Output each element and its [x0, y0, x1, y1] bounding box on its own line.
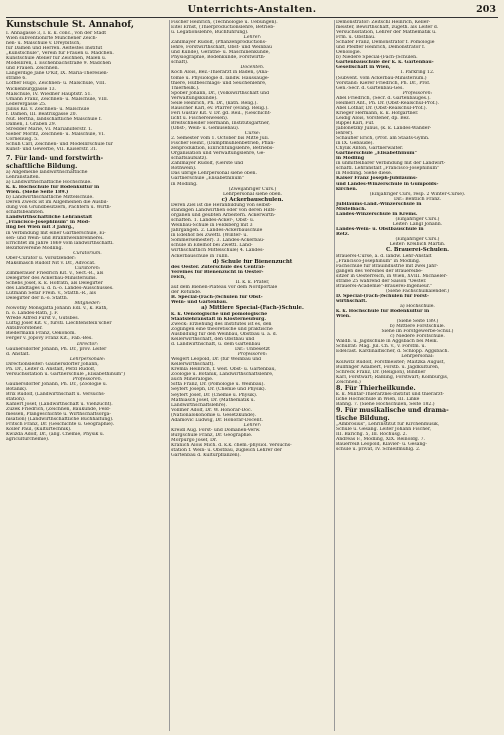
text-line: Ph. Dr., Leiter d. Anstalt, Perzl Rudolf, — [6, 366, 96, 372]
text-line: Wickenburggasse 13. — [6, 86, 57, 92]
text-line: Kwizda Adolf, Dr., (allg. Chemie, Physik u. — [6, 432, 105, 438]
text-line: Rippel Karl, Fuf. — [336, 120, 375, 126]
role-heading: Professoren. — [72, 376, 103, 382]
text-line: Kreidl Aug. Forst- und Domänen-Verw. — [171, 427, 261, 433]
section-heading: 9. Für musikalische und drama- — [336, 407, 449, 415]
entry-title: „Francisco-Josephinum" in Möd- — [6, 220, 90, 226]
text-line: nisation) (Landwirthschaftliche Buchhaltung). — [6, 417, 114, 423]
centered-line: b) Mittlere Forstschule. — [389, 324, 446, 330]
text-line: tomie u. Physiologie d. landw. Haussäuge- — [171, 75, 270, 81]
page-header — [0, 4, 504, 16]
text-line: Modelliren, I. Eschenbachstraße 9. Mädchen — [6, 61, 112, 67]
text-line: Seile Heinrich, Ph. Dr., (kath. Relig.). — [171, 100, 258, 106]
text-line: (Obst-, Wein- u. Gemüsebau). — [171, 125, 240, 131]
text-line: Vollmer Adolf, Dr. W. Honorar-Doc. — [171, 407, 253, 413]
text-line: Waldb. u. Jagdschule in Aggsbach bei Melk. — [336, 339, 439, 345]
text-line: Schäfer Franz, Demonstrator f. Pomologie — [336, 40, 435, 46]
text-line: Gaunersdorfer Johann, Ph. Dr., (Zoologie u. — [6, 381, 108, 387]
column-2 — [171, 20, 334, 731]
text-line: Seyfert Joseph, Dr. (Chemie und Physik). — [171, 387, 266, 393]
text-line: Heimerl Ant., Ph. Dr. (Obst-Realschul-Prof.). — [336, 100, 439, 106]
text-line: Kunst- und Gewerbe, VII. Kaiserstr. 31. — [6, 147, 98, 153]
text-line: station f. Wein- u. Obstbau, zugleich Lehrer der — [171, 448, 282, 454]
text-line: Sieber Moritz, Zeichnen- u. Malschule, VI. — [6, 131, 105, 137]
text-line: Zeichnen.) — [336, 379, 361, 385]
text-line: Zweck: Erziehung des Institutes ist es, den — [171, 321, 272, 327]
text-line: Chylik Anton, Gärtnerwalter. — [336, 146, 404, 152]
text-line: Zahlmayer Rudolf, (Pflanzenproductions- — [171, 40, 267, 46]
text-line: Adamovic Ludwig, Dr. Honorar-Docent. — [171, 417, 263, 423]
text-line: Damen, I. Graben 29. — [6, 121, 57, 127]
text-line: sen- und Wein- und Branntweinbrennerei. — [6, 235, 104, 241]
role-heading: Mitglieder: — [74, 301, 101, 307]
sub-heading: a) Mittlere Special-(Fach-)Schule. — [201, 305, 304, 312]
text-line: Demonstrator: Zeitschl Heinrich, Keller- — [336, 20, 431, 25]
text-line: Breitschneider Hermann, Institutsgärtner, — [171, 120, 270, 126]
text-line: k. k. Militär-Thierarznei-Institut und thierärzt- — [336, 392, 444, 398]
text-line: Zoologie u. Botanik, Landwirthschaftslehre, — [171, 372, 274, 378]
text-line: Errichtet im Jahre 1869 vom landwirthschaftl. — [6, 240, 114, 246]
text-line: Eitel Ernst, (Thierproductionslehre, Betrieb- — [171, 25, 275, 31]
text-line: Luftig Josef Kit. v., fürstl. Liechtenstein'scher — [6, 321, 112, 327]
centered-line: Lehrpersonal siehe oben. — [222, 191, 283, 197]
centered-line: (Siehe Fachschulkalender.) — [386, 288, 449, 294]
text-line: Schebs Josef, k. k. Hofrath, als Delegirter — [6, 280, 103, 286]
text-line: Kremla Heinrich, f. weit. Obst- u. Gartenbau, — [171, 367, 277, 373]
text-line: gängen des Vereines der Brauereibe- — [336, 268, 423, 274]
text-line: Directionsleiter: Gaunersdorfer Johann, — [6, 361, 99, 367]
text-line: Ober-Curator u. Vorsitzender: — [6, 255, 76, 261]
text-line: meister, Bewirthschaft, zugeth. als Leiter d. — [336, 25, 439, 31]
role-heading: Curatoren: — [74, 265, 101, 271]
entry-title: D. Special-(Fach-)Schulen für Forst- — [336, 293, 429, 299]
text-line: Corneliusg. 5. — [6, 136, 39, 142]
entry-title: k. k. Oenologische und pomologische — [171, 311, 268, 317]
text-line: Delegirter der n.-ö. Statth. — [6, 296, 69, 302]
text-line: Löffler Hugo, Zeichnen- u. Malschule, VIII. — [6, 81, 107, 87]
text-line: Sitta Franz, Dr. (Pomologie u. Weinbau). — [171, 382, 265, 388]
text-line: Frm. u. Obstbau. — [336, 35, 376, 41]
text-line: Verwaltungskunde). — [171, 95, 218, 101]
entry-title: kirchen. — [336, 186, 358, 192]
text-line: dung von Grundbesitzern, Pächtern u. Wirth- — [6, 205, 112, 211]
centered-line: (Siehe Seite 189.) — [396, 319, 439, 325]
text-line: Gen.-Secr. d. Gartenbau-Ges. — [336, 85, 404, 91]
role-heading: Lehrpersonale: — [69, 356, 106, 362]
text-line: a) Allgemeine landwirthschaftliche — [6, 169, 88, 175]
entry-title: Landwirthschaftliche Lehranstalt — [6, 215, 93, 221]
text-line: Feri Gustav Kit. v. Dr. gd. Reil., (Geschicht- — [171, 110, 272, 116]
centered-line: Lehrpersonal: — [401, 354, 434, 360]
role-heading: Professoren: — [402, 90, 433, 96]
text-line: Brauerei-Academie"-Brauerei-Ingenieur." — [336, 283, 433, 289]
text-line: lehrer). — [336, 131, 354, 137]
text-line: Ferger v. Jopovy Franz Kit., Fab.-Bes. — [6, 336, 93, 342]
text-line: Seyfert Josef, Dr. (Chemie u. Physik). — [171, 392, 258, 398]
text-line: Langerdige Jane O'Kif, IX. Maria-Theresien- — [6, 71, 109, 77]
text-line: Lehranstalten. — [6, 174, 41, 180]
sub-heading: c) Ackerbauschulen. — [221, 196, 284, 203]
entry-title: Gartenbauschule der k. k. Gartenbau- — [336, 60, 434, 66]
role-heading: Curse: — [244, 131, 261, 137]
text-line: agriculturchemie). — [6, 437, 50, 443]
role-heading: Director: — [77, 341, 98, 347]
entry-title: und Landes-Winzerschule in Gumpolds- — [336, 181, 439, 187]
text-line: ständigen Landwirthen oder von deren Hilfs- — [171, 208, 277, 214]
text-line: Julius Kil. v. Zeichnen- u. Malschule — [6, 106, 90, 112]
entry-title: Wien. (Siehe Seite 189.) — [6, 190, 69, 196]
entry-title: Wein- und Gartenbau. — [171, 300, 228, 306]
text-line: Spöber Johann, Dr., (Volkswirthschaft und — [171, 90, 270, 96]
text-line: Bauerreiß Leopold, Klavier- u. Gesang- — [336, 442, 427, 448]
text-line: Abel Friedrich, (Secr. d. Gartenbauges.). — [336, 95, 431, 101]
role-heading: Curatorium. — [73, 250, 102, 256]
running-title: Unterrichts-Anstalten. — [187, 4, 317, 15]
centered-line: Dir.: Bentlich Franz. — [393, 196, 442, 202]
text-line: I. Annagasse 3, I. k. k. conc., von der Stadt — [6, 31, 107, 36]
text-line: Wien subventionirte Münchener Zeich- — [6, 36, 98, 42]
text-line: Schreck Franz, Dr. (Religion), Bindner — [336, 369, 426, 375]
entry-title: ling bei Wien mit 3 Jahrg., — [6, 225, 75, 231]
text-line: „Kunstschule", Verein für Frauen u. Mädchen. — [6, 51, 114, 57]
text-line: Physiographie, Bodenkunde, Forstwirth- — [171, 55, 266, 61]
text-line: III. Barichg. 5, III. Rochusg. 2. — [336, 432, 408, 438]
text-line: b) Landwirthschaftliche Mittelschule. — [6, 195, 94, 201]
text-line: Versuchsstation u. Gärtnerschule „Elisabethinum") — [6, 371, 126, 377]
text-line: Andreas F., Mödling, XIX. Reinoldg. 7. — [336, 437, 426, 443]
text-line: lehre, Forstwirthschaft, Obst- und Weinbau — [171, 45, 272, 51]
text-line: Sommersemester). 3. Landes-Ackerbau- — [171, 238, 265, 244]
text-line: Zahlmayer Rudolf, (Gerste und — [171, 161, 244, 167]
text-line: Koller Paul, (Kulturtechnik). — [6, 427, 72, 433]
entry-title: Staatslehranstalt in Klosterneuburg. — [171, 316, 266, 322]
column-divider — [169, 20, 170, 731]
centered-line: Dir.: Unbesetzt — [235, 347, 270, 353]
text-line: straße 6. — [6, 76, 27, 82]
text-line: Bahng. 7. (Siehe Hochschulen, Seite 182.) — [336, 402, 435, 408]
entry-title: Jubiläums-Land.-Winzerschule in — [336, 201, 422, 207]
text-line: Malschule, IV. Wiedner Hauptstr. 51. — [6, 91, 92, 97]
text-line: Fritsch Franz, Dr. (Geschichte u. Geographie). — [6, 422, 115, 428]
text-line: Maksmasch Rudolf Nit v. Dr., Advocat. — [6, 260, 96, 266]
text-line: des Landtages u. d. n.-ö. Landes-Ausschusses. — [6, 286, 114, 292]
text-line: Rothwein). — [171, 166, 197, 172]
header-rule — [6, 17, 498, 18]
role-heading: Docenten. — [240, 65, 265, 71]
text-line: Edelcast. Kardinalfischer, d. Schlopp. Aggsbach. — [336, 349, 449, 355]
text-line: Fischer Heinr., (Dampfmühlenbetrieb, Pflan- — [171, 141, 275, 147]
section-heading: 7. Für land- und forstwirth- — [6, 155, 104, 163]
text-line: in Mödling. — [171, 181, 198, 187]
text-line: schule in Edelhof bei Zwettl. Land- — [171, 243, 253, 249]
column-divider — [334, 20, 335, 731]
entry-title: k. k. Hochschule für Bodenkultur in — [6, 185, 100, 191]
text-line: Mathiasch Josef, Dr. (Mathematik u. — [171, 397, 256, 403]
text-line: „Francisco-Josephinum" in Mödling. — [336, 258, 421, 264]
text-line: Weinbau-Schule in Feldsberg mit 3 — [171, 223, 253, 229]
entry-title: Vereines für Bienenzucht in Oester- — [171, 270, 264, 276]
text-line: Gärtnerschule „Elisabethinum" — [171, 176, 244, 182]
text-line: Brix Rudolf, (Landwirthschaft u. Versuchs- — [6, 392, 106, 397]
heading: Kunstschule St. Annahof, — [6, 20, 135, 30]
text-line: straße 25 während der Saison "Oester. — [336, 278, 427, 284]
text-line: b) Niedere Special-(Fach-)Schulen. — [336, 55, 418, 61]
text-line: Botanik). — [6, 386, 28, 392]
text-line: liche Hochschule in Wien, III. Linke — [336, 397, 420, 403]
text-line: Fischer Heinrich, (Technologie u. Uebungen). — [171, 20, 278, 25]
section-heading: tische Bildung. — [336, 414, 390, 422]
text-line: Kunstschule Atelier für Zeichnen, Malen u. — [6, 56, 107, 62]
text-line: Lutmann Sefar Freih. v., Statth.-R., als — [6, 291, 96, 297]
text-line: Fachschule für Brauindustrie mit zwei Jahr- — [336, 263, 439, 269]
text-line: und Kunde), Geräthe- u. Maschinenkunde, — [171, 50, 270, 56]
text-line: und Frauen. Zeichnen. — [6, 66, 60, 72]
text-line: Schule u. Gesang. Leiter Johann Fischer, — [336, 427, 432, 433]
text-line: a) Landwirthschaftliche Hochschule. — [6, 180, 92, 186]
text-line: Weigert Leopold, Dr. (für Weinbau und — [171, 357, 262, 363]
text-line: station). — [6, 397, 26, 403]
centered-line: (Einjähriger Curs.) — [395, 216, 440, 222]
text-line: Deren Ziel ist die Heranbildung von selbst- — [171, 203, 272, 209]
text-line: Morpurgo Josef, Dr. — [171, 437, 217, 443]
centered-line: c) Niedere Forstschule. — [390, 334, 445, 340]
text-line: (Subvent. vom Ackerbau-Ministerium.) — [336, 75, 427, 81]
text-line: Delegirter des Ackerbau-Ministeriums. — [6, 275, 97, 281]
text-line: Landwirthschaftslehre). — [171, 402, 227, 408]
text-line: d. Landwirthschaft, u. dem Gartenbau — [171, 342, 261, 348]
text-line: f. Damen, III. Beatrixgasse 20. — [6, 111, 78, 117]
text-line: Vorstand: Kierer Friedrich, Ph. Dr., Prof. — [336, 80, 431, 86]
role-heading: Lehrer: — [243, 35, 262, 41]
column-3 — [336, 20, 499, 731]
entry-title: Mistelbach. — [336, 206, 367, 212]
text-line: d. Anstalt. — [6, 351, 30, 357]
text-line: Biedermann Franz, Oekonom. — [6, 331, 76, 337]
centered-line: a) Hochschule. — [400, 303, 435, 309]
text-line: Stredder Marie, VI. Mariahilferstr. 1. — [6, 126, 93, 132]
page-number: 203 — [476, 4, 496, 15]
entry-title: B. Special-(Fach-)Schulen für Obst- — [171, 295, 263, 301]
entry-title: k. k. Hochschule für Bodenkultur in — [336, 309, 430, 315]
text-line: Antsbvorsteher. — [6, 326, 43, 332]
sub-heading: C. Brauerei-Schulen. — [385, 247, 450, 254]
text-line: Karl, Forstwart; Raßling, Forstwart; Kölnburgis, — [336, 374, 449, 380]
text-line: Jablonetzky Julius, (k. k. Landes-Wander- — [336, 125, 432, 131]
text-line: Schulrat: Mag. Jul. Ch. v., v. Forstm. u. — [336, 344, 426, 350]
entry-title: reich, — [171, 275, 186, 281]
text-line: Kellerwirthschaft). — [171, 362, 215, 368]
text-line: in unmittelbarer Verbindung mit der Landwirt- — [336, 161, 446, 167]
text-line: Zimmerauer Friedrich Kit. v., Sect.-R., als — [6, 270, 104, 276]
text-line: Schaufler Erich, (Prof. am Staats-Gymn. — [336, 136, 430, 142]
text-line: Nowotny Monsgatta Johann Edl. v., k. Rath, — [6, 306, 108, 312]
text-line: wirthschaftlich Mittelschule) 4. Landes- — [171, 248, 265, 254]
entry-title: Gesellschaft in Wien, — [336, 65, 391, 71]
entry-title: Kaiser Franz Joseph-Jubiläums- — [336, 176, 418, 182]
role-heading: Lehrer: — [243, 422, 262, 428]
text-line: „Ambrosius", Lehrinstitut für Kirchenmusik, — [336, 422, 440, 428]
entry-title: Landes-Wein- u. Obstbauschule in — [336, 226, 424, 232]
text-line: Umann Franz, Zeichnen- u. Malschule, VIII. — [6, 96, 109, 102]
text-line: Nut. Bertha, landschaftliche Malschule f. — [6, 116, 102, 122]
entry-title: des Oester. Zuterschule des Central- — [171, 264, 265, 270]
centered-line: (Zweijähriger Curs.) — [228, 186, 277, 192]
text-line: Rauscher Karl, ev. Pfarrer (evang. Relig.). — [171, 105, 269, 111]
entry-title: Gärtnerschule „Elisabethinum" — [336, 151, 417, 157]
text-line: Organisation und Verwaltungslehre, Ge- — [171, 151, 265, 157]
text-line: der Rotunde. — [171, 290, 202, 296]
text-line: Deren Zweck ist im Allgemeinen die Ausbil- — [6, 200, 109, 206]
text-line: Kellerwirthschaft, den Obstbau und — [171, 336, 255, 342]
text-line: licht u. Fischereiwesen). — [171, 115, 229, 121]
text-line: schaften. 1. Landes-Acker-, Obst- u. — [171, 218, 255, 224]
text-line: Leidig Alois, Vorsteher, dp. Bez. — [336, 115, 411, 121]
entry-title: Retz. — [336, 231, 350, 237]
column-1 — [6, 20, 169, 731]
role-heading: Professoren: — [237, 352, 268, 358]
text-line: n. ö. Landes-Rath, J. F. — [6, 311, 59, 317]
text-line: Kranich Alois Mich. d. k.k. chem.-physiol. Versuchs- — [171, 442, 292, 448]
text-line: Krieger Hermann, k. k. Hofgartner. — [336, 110, 419, 116]
entry-title: Wien. — [336, 314, 351, 320]
text-line: organen und geübten Arbeitern. Ackerwirth- — [171, 213, 276, 219]
centered-line: Leiter: Kreibich Martin. — [389, 242, 446, 248]
text-line: Wrede Alfred Fürst v., Gutsbes. — [6, 316, 80, 322]
text-line: schaftl. Lehranstalt „Francisco-Josephinum" — [336, 166, 440, 172]
text-line: Kollwitz Rudolf, Forstmeister; Maitzka August, — [336, 359, 445, 365]
sub-heading: d) Schule für Bienenzucht — [212, 258, 293, 265]
text-line: schule u. privat, IV. Schleifmühlg. 2. — [336, 447, 421, 453]
text-line: Zöglingen eine theoretische und praktische — [171, 326, 273, 332]
text-line: Gaunersdorfer Johann, Ph. Dr., prov. Leiter — [6, 346, 107, 352]
text-line: Kahlert Josef, (Landwirthschaft u. Viehzucht). — [6, 402, 113, 408]
text-line: Ackerbauschule in Tulln. — [171, 253, 229, 259]
text-line: Bürgschule Franz, Dr. Geographie. — [171, 432, 253, 438]
text-line: Zuzek Friedrich, (Zeichnen, Baukunde, Feld- — [6, 407, 111, 413]
text-line: messen, Plangeschichte u. Wirthschaftsorga- — [6, 412, 111, 418]
text-line: auch Mineralogie. — [171, 377, 214, 383]
entry-title: wirthschaft. — [336, 298, 367, 304]
text-line: Lederergasse 25. — [6, 101, 47, 107]
text-line: Schuh Carl, Zeichnen- und Modellirschule für — [6, 142, 113, 148]
text-line: Thierheilk.). — [171, 85, 200, 91]
text-line: Jahrgängen. 2. Landes-Ackerbauschule — [171, 228, 263, 234]
text-line: in Edelhof bei Zwettl. (Winter- u. — [171, 233, 248, 239]
text-line: Brauerei-Curse, a. d. landw. Lehr-Anstalt — [336, 253, 432, 259]
text-line: 2. Semester vom 1. October bis Mitte Juli. — [171, 136, 270, 142]
text-line: schaftsbeamten. — [6, 210, 45, 216]
text-line: Koch Alois, Bez.-Thierarzt in Baden, (Ana- — [171, 70, 269, 76]
text-line: schäftsaufsatz). — [171, 156, 208, 162]
centered-line: Leiter: Langl Johann. — [392, 221, 443, 227]
text-line: Gartenbau d. Kulturpflanzen). — [171, 453, 241, 459]
text-line: auf dem Bienen-Plateau vor dem Nordportale — [171, 285, 278, 291]
centered-line: Siehe im Forstgewerbe-Schul.) — [381, 329, 454, 335]
text-line: thiere, Hufbeschlags- und Seuchenlehre, — [171, 80, 267, 86]
text-line: für Damen und Herren. Aeltestes Institut — [6, 46, 103, 52]
text-line: Bullfinger Adalbert, Forstb. u. Jagdkulturen, — [336, 364, 440, 370]
text-line: Ausbildung für den Weinbau, Obstbau u. a. d. — [171, 331, 278, 337]
text-line: Oenologie. — [336, 50, 362, 56]
text-line: (Nationalökonomie u. Gesetzkunde). — [171, 412, 257, 418]
centered-line: (Einjähriger Curs.) — [395, 237, 440, 243]
text-line: Das übrige Lehrpersonal siehe oben. — [171, 171, 257, 177]
text-line: in IX. Gebäude). — [336, 141, 374, 147]
centered-line: (Einjähriger Curs, resp. 2 Winter-Curse). — [369, 191, 466, 197]
text-line: in Verbindung mit einer Gärtnerschule, Ei- — [6, 230, 106, 236]
text-line: und Pfeiffer Heinrich, Demonstrator f. — [336, 45, 426, 51]
section-heading: 8. Für Thierheilkunde. — [336, 384, 416, 392]
text-line: nen- u. Malschule v. Dreybitsch, — [6, 41, 81, 47]
text-line: u. Legationslehre, Buchführung). — [171, 30, 249, 36]
text-line: zenproduktion, Einrichtungslehre, Betriebs- — [171, 146, 274, 152]
text-line: Abel Lothar, Dr. (Obst-Realschul-Prof.). — [336, 105, 427, 111]
centered-line: I. Parkring 12. — [400, 70, 435, 76]
text-line: in Mödling. Siehe diese. — [336, 171, 393, 177]
text-line: Versuchsstation, Lehrer der Mathematik u. — [336, 30, 437, 36]
entry-title: Landes-Winzerschule in Krems. — [336, 211, 418, 217]
centered-line: II. k. k. Prater, — [235, 280, 270, 286]
text-line: sitzer in Oesterreich, in Wien, XVIII. Michaeler- — [336, 273, 448, 279]
text-line: Bezirksvereine Mödling. — [6, 245, 63, 251]
text-line: schaft). — [171, 60, 189, 66]
entry-title: in Mödling — [336, 156, 365, 162]
section-heading: schaftliche Bildung. — [6, 162, 78, 170]
